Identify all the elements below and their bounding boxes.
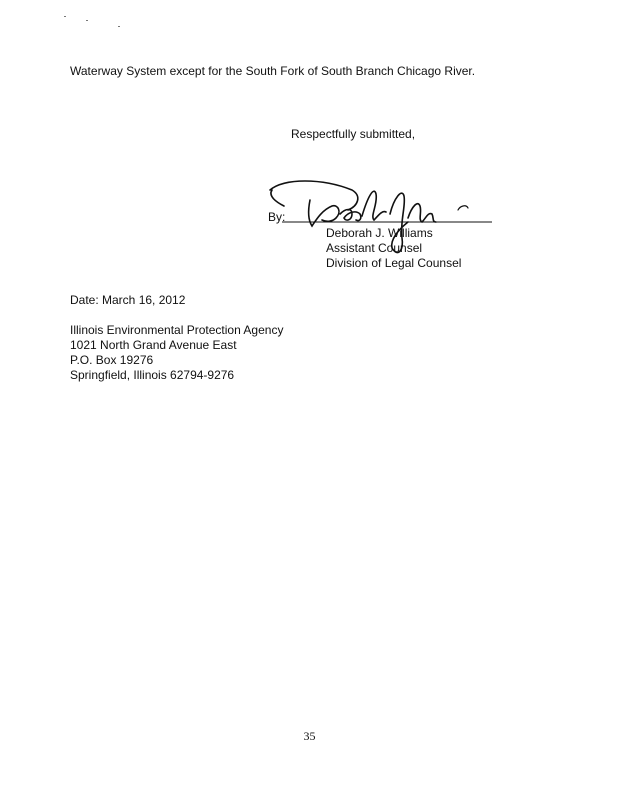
signer-division: Division of Legal Counsel [326, 256, 462, 270]
address-po-box: P.O. Box 19276 [70, 353, 154, 367]
address-city: Springfield, Illinois 62794-9276 [70, 368, 235, 382]
scan-specks [60, 14, 140, 30]
by-label: By: [268, 210, 286, 224]
page-number: 35 [303, 729, 316, 743]
continuation-text: Waterway System except for the South Fork of South Branch Chicago River. [70, 64, 476, 78]
address-agency: Illinois Environmental Protection Agency [70, 323, 284, 337]
closing-text: Respectfully submitted, [291, 127, 416, 141]
document-date: Date: March 16, 2012 [70, 293, 186, 307]
address-street: 1021 North Grand Avenue East [70, 338, 237, 352]
signer-title: Assistant Counsel [326, 241, 423, 255]
signer-name: Deborah J. Williams [326, 226, 433, 240]
